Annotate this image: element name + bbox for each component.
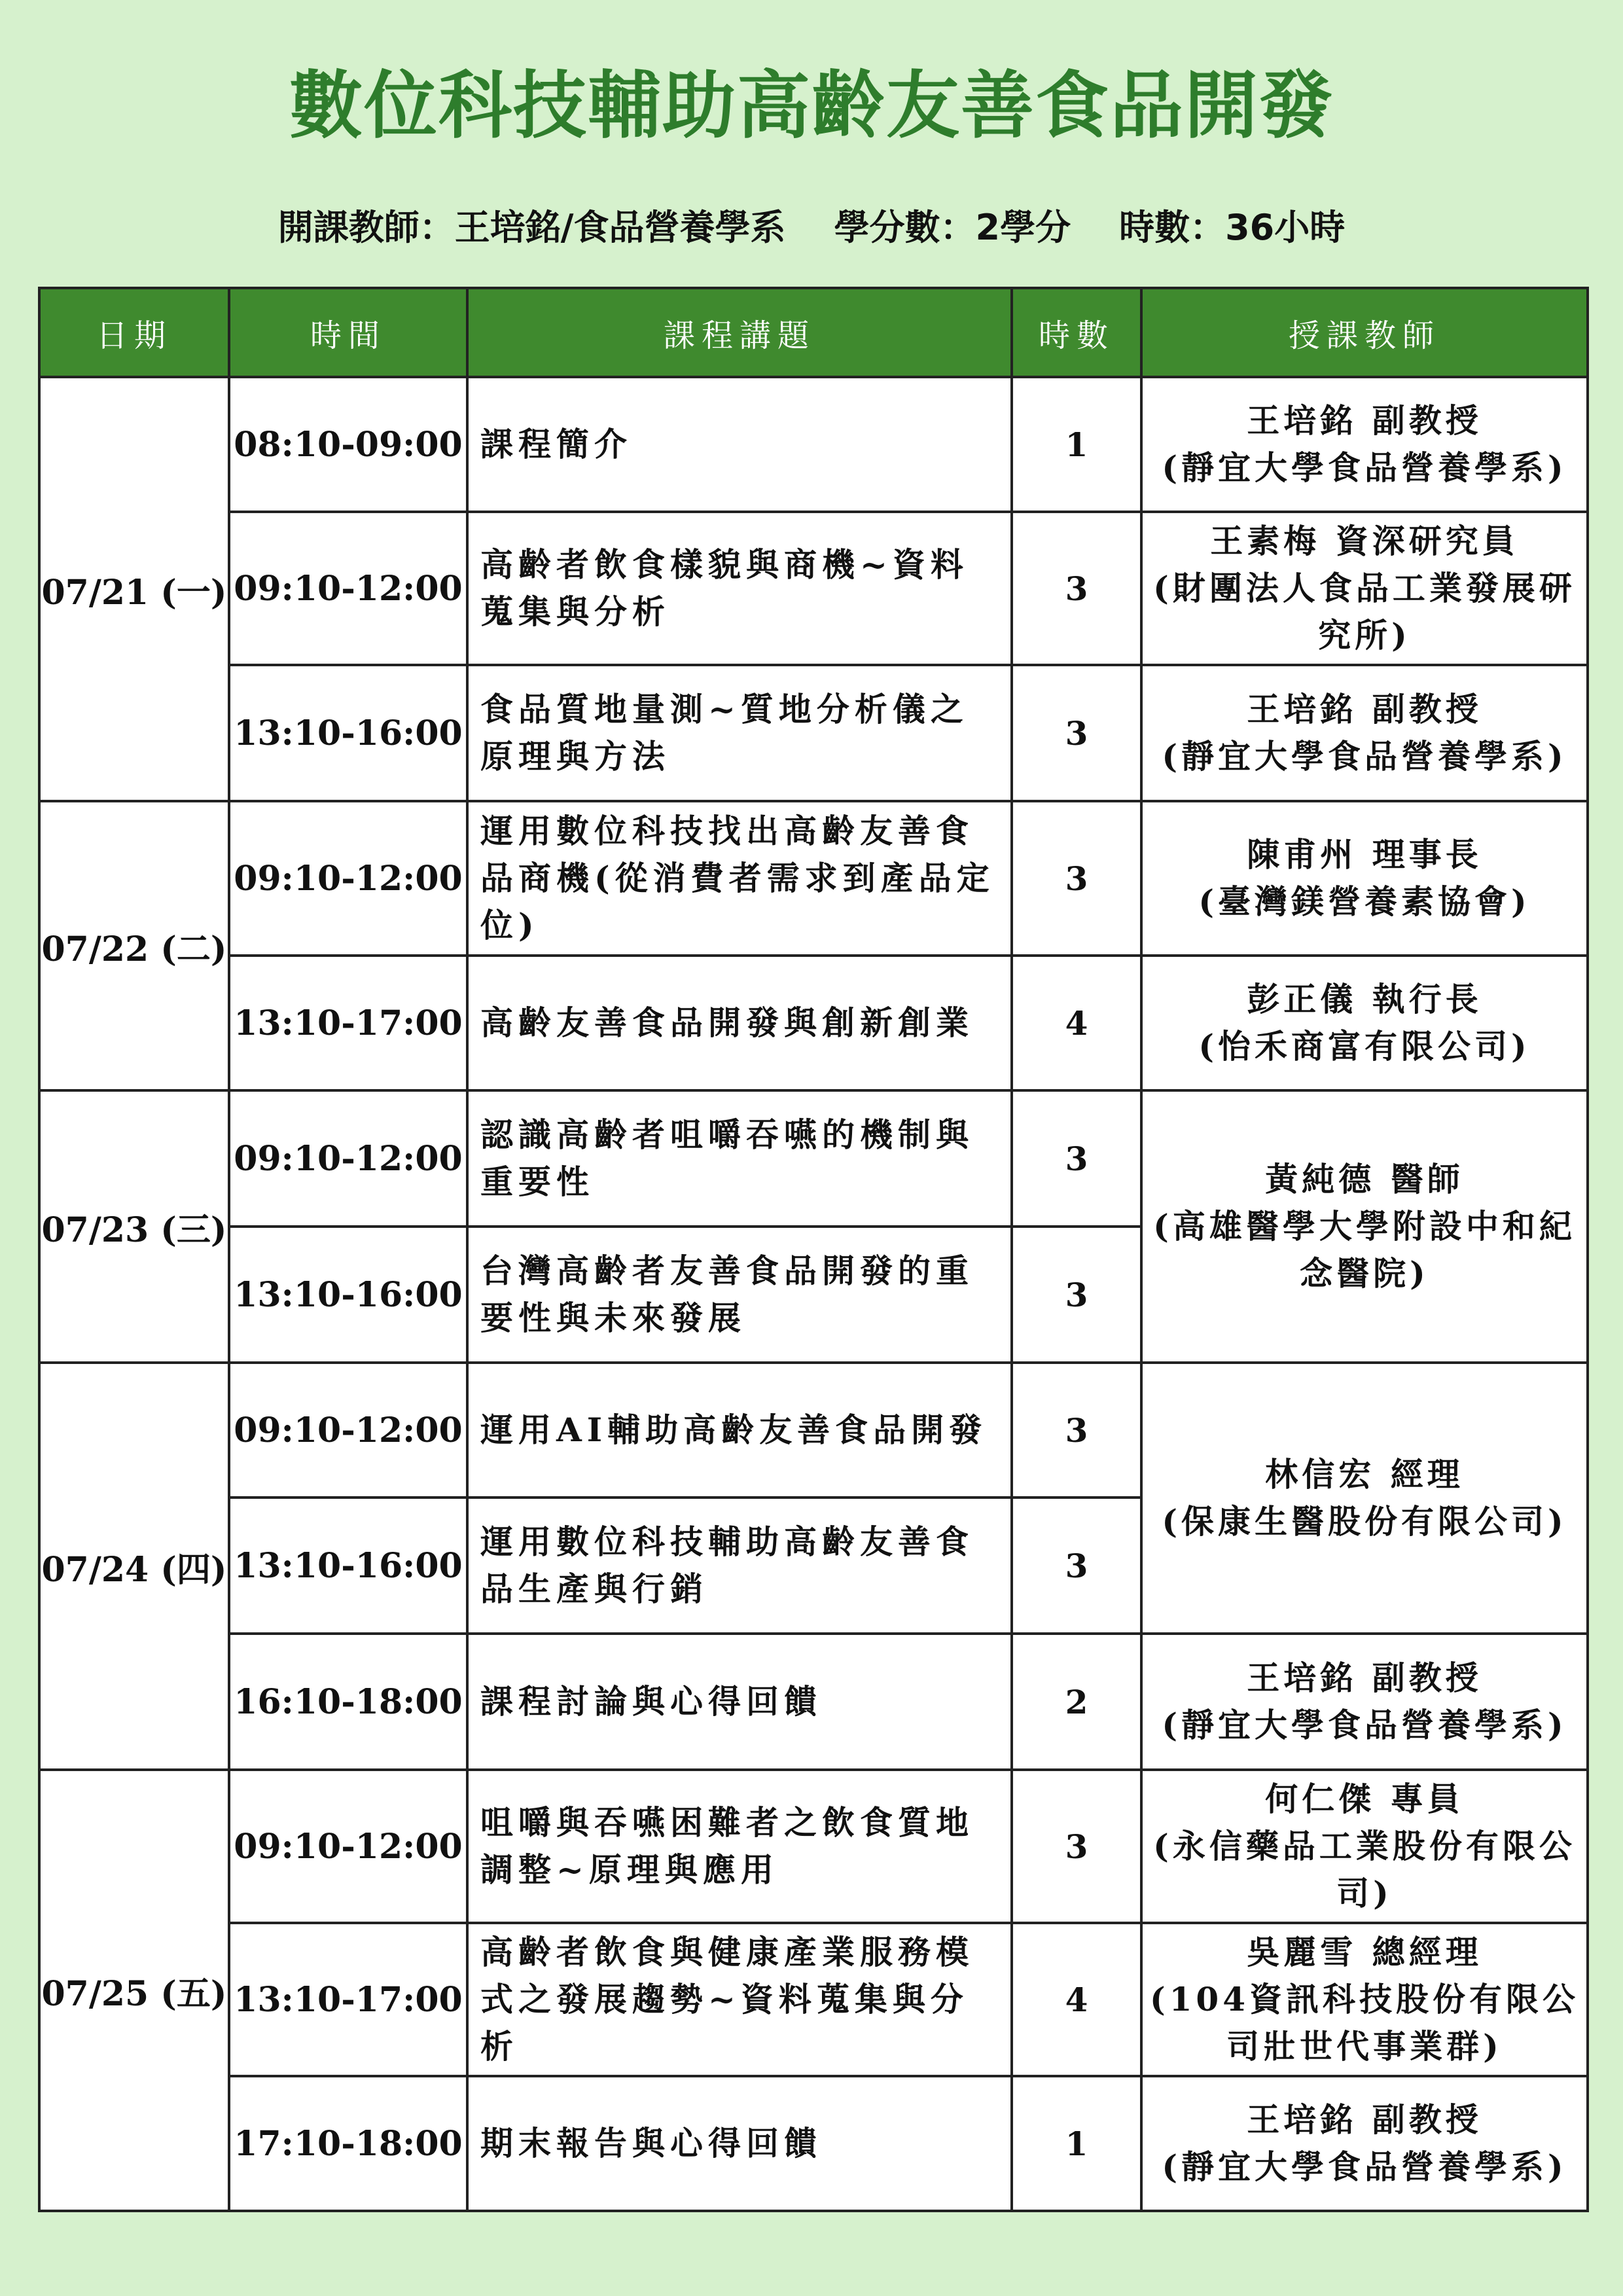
teacher-org: (靜宜大學食品營養學系) xyxy=(1162,1706,1567,1744)
table-row xyxy=(39,1363,1588,1498)
topic-cell: 咀嚼與吞嚥困難者之飲食質地調整~原理與應用 xyxy=(467,1770,1012,1923)
time-cell: 13:10-17:00 xyxy=(229,1923,467,2076)
teacher-org: (高雄醫學大學附設中和紀念醫院) xyxy=(1153,1207,1576,1293)
teacher-name: 黃純德 醫師 xyxy=(1265,1160,1464,1198)
table-row xyxy=(39,956,1588,1090)
topic-cell: 高齡者飲食樣貌與商機~資料蒐集與分析 xyxy=(467,512,1012,665)
teacher-org: (靜宜大學食品營養學系) xyxy=(1162,737,1567,776)
date-cell: 07/25 (五) xyxy=(39,1770,229,2211)
teacher-name: 王培銘 副教授 xyxy=(1247,401,1482,440)
teacher-name: 彭正儀 執行長 xyxy=(1247,980,1482,1018)
time-cell: 09:10-12:00 xyxy=(229,1363,467,1498)
teacher-cell xyxy=(1141,377,1588,512)
teacher-name: 王培銘 副教授 xyxy=(1247,2100,1482,2139)
teacher-org: (靜宜大學食品營養學系) xyxy=(1162,448,1567,487)
table-row xyxy=(39,1770,1588,1923)
teacher-name: 何仁傑 專員 xyxy=(1265,1780,1464,1818)
time-cell: 09:10-12:00 xyxy=(229,1090,467,1227)
time-cell: 13:10-16:00 xyxy=(229,665,467,801)
date-cell: 07/22 (二) xyxy=(39,801,229,1090)
teacher-org: (保康生醫股份有限公司) xyxy=(1162,1502,1567,1541)
time-cell: 08:10-09:00 xyxy=(229,377,467,512)
teacher-name: 王素梅 資深研究員 xyxy=(1210,522,1519,560)
teacher-org: (財團法人食品工業發展研究所) xyxy=(1153,569,1576,655)
hours-cell: 3 xyxy=(1012,1227,1141,1363)
date-cell: 07/23 (三) xyxy=(39,1090,229,1363)
hours-info: 時數：36小時 xyxy=(1119,207,1346,248)
teacher-name: 陳甫州 理事長 xyxy=(1247,835,1482,874)
schedule-table xyxy=(38,287,1589,2212)
hours-cell: 3 xyxy=(1012,665,1141,801)
header-date: 日期 xyxy=(39,288,229,377)
hours-cell: 4 xyxy=(1012,1923,1141,2076)
hours-cell: 3 xyxy=(1012,1090,1141,1227)
time-cell: 13:10-16:00 xyxy=(229,1498,467,1634)
teacher-cell xyxy=(1141,1634,1588,1770)
hours-cell: 3 xyxy=(1012,1770,1141,1923)
topic-cell: 期末報告與心得回饋 xyxy=(467,2076,1012,2211)
hours-cell: 1 xyxy=(1012,2076,1141,2211)
page-title: 數位科技輔助高齡友善食品開發 xyxy=(289,63,1334,149)
teacher-cell xyxy=(1141,956,1588,1090)
teacher-name: 林信宏 經理 xyxy=(1265,1455,1464,1494)
topic-cell: 認識高齡者咀嚼吞嚥的機制與重要性 xyxy=(467,1090,1012,1227)
table-row xyxy=(39,1090,1588,1227)
hours-cell: 4 xyxy=(1012,956,1141,1090)
teacher-cell xyxy=(1141,1090,1588,1363)
table-row xyxy=(39,665,1588,801)
teacher-name: 王培銘 副教授 xyxy=(1247,1659,1482,1697)
teacher-org: (靜宜大學食品營養學系) xyxy=(1162,2147,1567,2186)
topic-cell: 運用AI輔助高齡友善食品開發 xyxy=(467,1363,1012,1498)
topic-cell: 台灣高齡者友善食品開發的重要性與未來發展 xyxy=(467,1227,1012,1363)
course-info xyxy=(0,202,1623,254)
topic-cell: 高齡者飲食與健康產業服務模式之發展趨勢~資料蒐集與分析 xyxy=(467,1923,1012,2076)
teacher-cell xyxy=(1141,1923,1588,2076)
teacher-org: (臺灣鎂營養素協會) xyxy=(1198,882,1531,921)
date-cell: 07/21 (一) xyxy=(39,377,229,801)
teacher-org: (永信藥品工業股份有限公司) xyxy=(1153,1827,1576,1912)
teacher-cell xyxy=(1141,2076,1588,2211)
hours-cell: 3 xyxy=(1012,801,1141,956)
table-header-row xyxy=(39,288,1588,377)
time-cell: 09:10-12:00 xyxy=(229,801,467,956)
teacher-org: (104資訊科技股份有限公司壯世代事業群) xyxy=(1149,1980,1580,2066)
topic-cell: 運用數位科技輔助高齡友善食品生產與行銷 xyxy=(467,1498,1012,1634)
time-cell: 17:10-18:00 xyxy=(229,2076,467,2211)
hours-cell: 1 xyxy=(1012,377,1141,512)
hours-cell: 3 xyxy=(1012,512,1141,665)
table-row xyxy=(39,377,1588,512)
credits-info: 學分數：2學分 xyxy=(834,207,1071,248)
topic-cell: 運用數位科技找出高齡友善食品商機(從消費者需求到產品定位) xyxy=(467,801,1012,956)
time-cell: 16:10-18:00 xyxy=(229,1634,467,1770)
time-cell: 09:10-12:00 xyxy=(229,1770,467,1923)
topic-cell: 課程討論與心得回饋 xyxy=(467,1634,1012,1770)
teacher-cell xyxy=(1141,1363,1588,1634)
table-row xyxy=(39,1923,1588,2076)
instructor-info: 開課教師：王培銘/食品營養學系 xyxy=(277,207,786,248)
teacher-name: 王培銘 副教授 xyxy=(1247,690,1482,728)
topic-cell: 課程簡介 xyxy=(467,377,1012,512)
time-cell: 13:10-16:00 xyxy=(229,1227,467,1363)
topic-cell: 食品質地量測~質地分析儀之原理與方法 xyxy=(467,665,1012,801)
teacher-cell xyxy=(1141,801,1588,956)
table-row xyxy=(39,801,1588,956)
topic-cell: 高齡友善食品開發與創新創業 xyxy=(467,956,1012,1090)
table-row xyxy=(39,1634,1588,1770)
hours-cell: 3 xyxy=(1012,1363,1141,1498)
time-cell: 13:10-17:00 xyxy=(229,956,467,1090)
teacher-name: 吳麗雪 總經理 xyxy=(1247,1933,1482,1971)
teacher-cell xyxy=(1141,665,1588,801)
teacher-org: (怡禾商富有限公司) xyxy=(1198,1027,1531,1066)
date-cell: 07/24 (四) xyxy=(39,1363,229,1770)
teacher-cell xyxy=(1141,512,1588,665)
hours-cell: 2 xyxy=(1012,1634,1141,1770)
header-topic: 課程講題 xyxy=(467,288,1012,377)
teacher-cell xyxy=(1141,1770,1588,1923)
header-time: 時間 xyxy=(229,288,467,377)
header-hours: 時數 xyxy=(1012,288,1141,377)
table-row xyxy=(39,512,1588,665)
hours-cell: 3 xyxy=(1012,1498,1141,1634)
table-row xyxy=(39,2076,1588,2211)
header-teacher: 授課教師 xyxy=(1141,288,1588,377)
time-cell: 09:10-12:00 xyxy=(229,512,467,665)
